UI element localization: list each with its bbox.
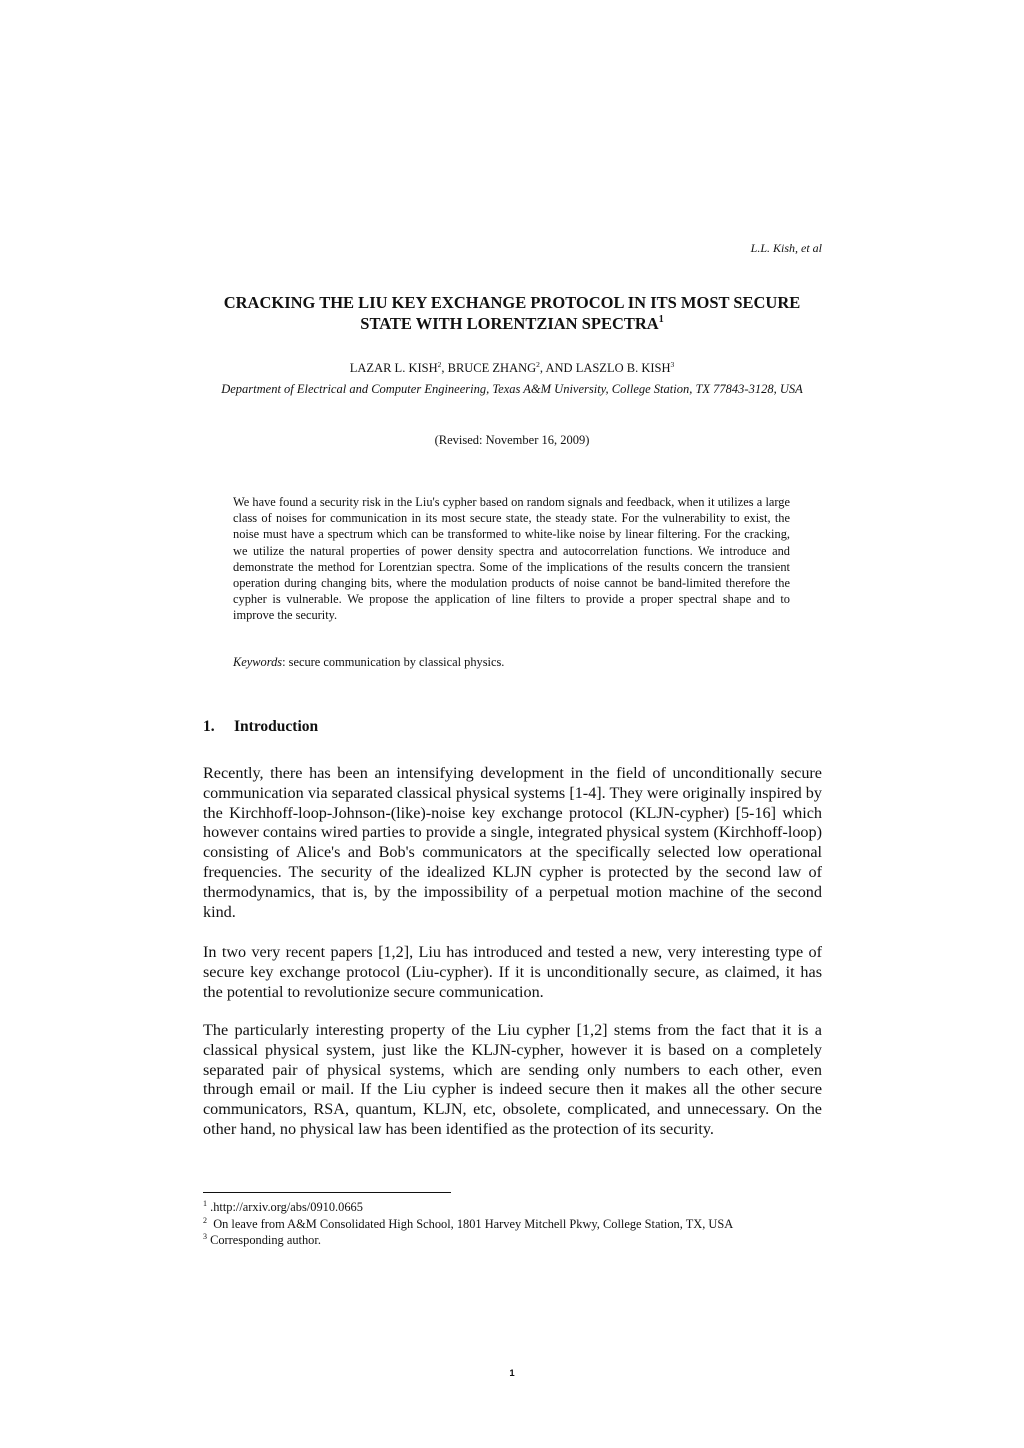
title-line-2-text: STATE WITH LORENTZIAN SPECTRA [360, 314, 659, 333]
author-separator: , [441, 361, 448, 375]
footnote-text: Corresponding author. [207, 1233, 321, 1247]
author-separator: , AND [539, 361, 576, 375]
running-head: L.L. Kish, et al [750, 241, 822, 255]
author-footnote-mark: 2 [536, 360, 540, 369]
affiliation: Department of Electrical and Computer Engineering, Texas A&M University, College Station, TX 77843-3128, USA [221, 382, 803, 396]
footnote-mark: 3 [203, 1232, 207, 1241]
keywords-text: : secure communication by classical physics. [282, 655, 505, 669]
title-line-2 [160, 313, 864, 334]
author-name: LASZLO B. KISH [575, 361, 671, 375]
footnote-text: On leave from A&M Consolidated High School, 1801 Harvey Mitchell Pkwy, College Station, TX, USA [207, 1217, 734, 1231]
footnote-divider [203, 1192, 451, 1193]
author-footnote-mark: 3 [670, 360, 675, 369]
author-list [160, 361, 864, 376]
body-paragraph: The particularly interesting property of the Liu cypher [1,2] stems from the fact that it is a classical physical system, just like the KLJN-cypher, however it is based on a completely separated pair of physical systems, which are sending only numbers to each other, even through email or mail. If the Liu cypher is indeed secure then it makes all the other secure communicators, RSA, quantum, KLJN, etc, obsolete, complicated, and unnecessary. On the other hand, no physical law has been identified as the protection of its security. [203, 1021, 822, 1138]
body-paragraph: In two very recent papers [1,2], Liu has introduced and tested a new, very interesting type of secure key exchange protocol (Liu-cypher). If it is unconditionally secure, as claimed, it has the potential to revolutionize secure communication. [203, 943, 822, 1001]
footnote [203, 1217, 733, 1232]
title-line-1: CRACKING THE LIU KEY EXCHANGE PROTOCOL IN ITS MOST SECURE [223, 293, 801, 312]
revision-date: (Revised: November 16, 2009) [434, 433, 590, 447]
title-footnote-mark: 1 [658, 314, 664, 325]
section-number: 1. [203, 718, 215, 735]
author-name: BRUCE ZHANG [447, 361, 537, 375]
footnote [203, 1200, 363, 1215]
section-title: Introduction [234, 718, 319, 735]
footnote-mark: 1 [203, 1199, 207, 1208]
footnote-text: .http://arxiv.org/abs/0910.0665 [207, 1200, 363, 1214]
footnote [203, 1233, 321, 1248]
keywords-label: Keywords [233, 655, 283, 669]
section-heading [203, 718, 318, 736]
body-paragraph: Recently, there has been an intensifying development in the field of unconditionally secure communication via separated classical physical systems [1-4]. They were originally inspired by the Kirchhoff-loop-Johnson-(like)-noise key exchange protocol (KLJN-cypher) [5-16] which however contains wired parties to provide a single, integrated physical system (Kirchhoff-loop) consisting of Alice's and Bob's communicators at the specifically selected low operational frequencies. The security of the idealized KLJN cypher is protected by the second law of thermodynamics, that is, by the impossibility of a perpetual motion machine of the second kind. [203, 764, 822, 921]
footnote-mark: 2 [203, 1216, 207, 1225]
keywords [233, 655, 504, 670]
page-number: 1 [509, 1368, 515, 1379]
paper-title [160, 292, 864, 334]
author-footnote-mark: 2 [437, 360, 442, 369]
abstract: We have found a security risk in the Liu's cypher based on random signals and feedback, when it utilizes a large class of noises for communication in its most secure state, the steady state. For the vulnerability to exist, the noise must have a spectrum which can be transformed to white-like noise by linear filtering. For the cracking, we utilize the natural properties of power density spectra and autocorrelation functions. We introduce and demonstrate the method for Lorentzian spectra. Some of the implications of the results concern the transient operation during changing bits, where the modulation products of noise cannot be band-limited therefore the cypher is vulnerable. We propose the application of line filters to provide a proper spectral shape and to improve the security. [233, 495, 790, 623]
author-name: LAZAR L. KISH [349, 361, 438, 375]
